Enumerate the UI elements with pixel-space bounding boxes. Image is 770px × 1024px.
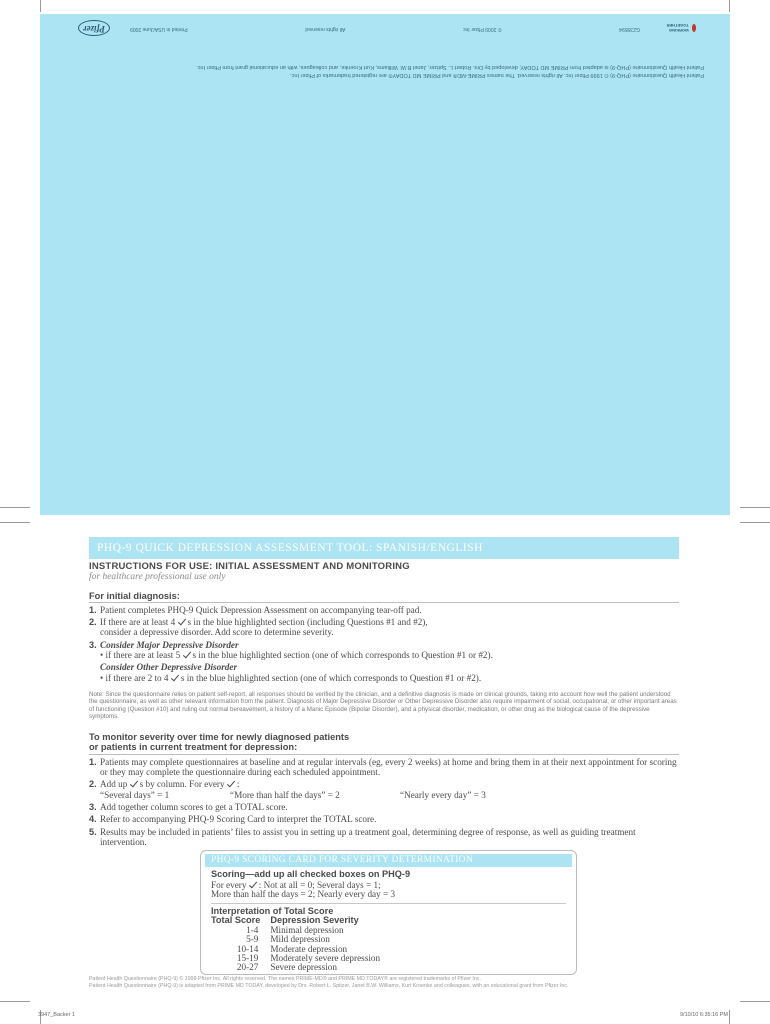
scoring-text-part: For every (211, 879, 247, 890)
checkmark-icon (250, 880, 258, 888)
table-cell: 20-27 (236, 962, 259, 973)
initial-steps (89, 605, 679, 660)
table-cell: Moderately severe depression (270, 953, 381, 963)
list-item (89, 617, 679, 638)
scoring-card-title: PHQ-9 SCORING CARD FOR SEVERITY DETERMINATION (205, 854, 572, 867)
upside-down-footer (40, 14, 730, 84)
list-item (89, 640, 679, 661)
step-text: Add together column scores to get a TOTAL score. (100, 801, 288, 812)
scoring-card (200, 850, 577, 975)
panel-code: © 2009 Pfizer Inc (463, 26, 502, 32)
table-row (211, 963, 380, 972)
crop-mark (0, 522, 30, 523)
monitor-steps (89, 757, 679, 847)
step-text (100, 617, 679, 638)
list-item (89, 779, 679, 800)
step-text-part: s in the blue highlighted section (including Questions #1 and #2), (187, 617, 428, 628)
panel-footnote-2: Patient Health Questionnaire (PHQ-9) is adapted from PRIME MD TODAY, developed by Drs. Robert L. Spitzer, Janet B.W. Williams, Kurt Kroenke, and colleagues, with an educational grant from Pfizer Inc. (196, 64, 704, 70)
step-number: 1. (89, 604, 97, 615)
score-value-nearly-every: “Nearly every day” = 3 (400, 789, 486, 800)
other-disorder-heading: Consider Other Depressive Disorder (100, 662, 238, 673)
step-text (100, 779, 679, 800)
step-text: Results may be included in patients’ files to assist you in setting up a treatment goal, determining degree of response, as well as guiding treatment intervention. (100, 826, 636, 847)
crop-mark (729, 1010, 730, 1024)
checkmark-icon (228, 779, 236, 787)
step-number: 3. (89, 801, 97, 812)
bullet-text-part: • if there are 2 to 4 (100, 672, 169, 683)
step-text: Patient completes PHQ-9 Quick Depression Assessment on accompanying tear-off pad. (100, 604, 422, 615)
step-text-part: s by column. For every (139, 779, 225, 790)
severity-table (211, 916, 380, 972)
crop-mark (740, 507, 770, 508)
step-text-part: Add up (100, 779, 128, 790)
print-slug-left: 3947_Backer 1 (38, 1012, 75, 1018)
table-cell: Minimal depression (270, 924, 344, 935)
checkmark-icon (131, 779, 139, 787)
step-number: 4. (89, 814, 97, 825)
crop-mark (740, 1001, 770, 1002)
scoring-card-body (201, 867, 576, 973)
panel-code: All rights reserved (305, 26, 346, 32)
table-cell: Mild depression (270, 934, 330, 945)
crop-mark (0, 507, 30, 508)
panel-code: Printed in USA/June 2009 (130, 26, 188, 32)
column-header: Depression Severity (270, 915, 359, 926)
panel-footnote-1: Patient Health Questionnaire (PHQ-9) © 1999 Pfizer Inc. All rights reserved. The names PRIME-MD® and PRIME MD TODAY® are registered trademarks of Pfizer Inc. (290, 72, 704, 78)
score-value-several: “Several days” = 1 (100, 789, 170, 800)
blue-panel (40, 14, 730, 515)
checkmark-icon (184, 650, 192, 658)
step-number: 5. (89, 826, 97, 837)
step-number: 2. (89, 617, 97, 628)
crop-mark (0, 1001, 30, 1002)
major-disorder-heading: Consider Major Depressive Disorder (100, 639, 239, 650)
list-item (89, 605, 679, 615)
step-number: 3. (89, 639, 97, 650)
score-value-more-than-half: “More than half the days” = 2 (230, 789, 340, 800)
instructions-heading: INSTRUCTIONS FOR USE: INITIAL ASSESSMENT AND MONITORING (89, 561, 410, 572)
partner-logo (666, 24, 696, 32)
instructions-content (89, 560, 679, 847)
scoring-line-2: More than half the days = 2; Nearly every day = 3 (211, 889, 396, 900)
scoring-heading: Scoring—add up all checked boxes on PHQ-9 (211, 869, 411, 879)
crop-mark (729, 0, 730, 12)
interpretation-heading: Interpretation of Total Score (211, 905, 334, 916)
footer-notes (89, 976, 689, 989)
step-number: 2. (89, 779, 97, 790)
list-item (89, 802, 679, 812)
scoring-text-part: : Not at all = 0; Several days = 1; (258, 879, 381, 890)
table-cell: 1-4 (246, 924, 259, 935)
step-text-part: consider a depressive disorder. Add score to determine severity. (100, 627, 334, 638)
list-item (89, 757, 679, 778)
table-cell: Severe depression (270, 962, 337, 973)
monitor-heading-1: To monitor severity over time for newly diagnosed patients (89, 732, 350, 743)
panel-code: GZ39594 (619, 26, 640, 32)
column-header: Total Score (211, 915, 261, 926)
instructions-subheading: for healthcare professional use only (89, 572, 226, 583)
step-text: Patients may complete questionnaires at baseline and at regular intervals (eg, every 2 weeks) at home and bring them in at their next appointment for scoring or they may complete the questionnaire during each scheduled appointment. (100, 756, 677, 778)
footer-line: Patient Health Questionnaire (PHQ-9) is adapted from PRIME MD TODAY, developed by Drs. Robert L. Spitzer, Janet B.W. Williams, Kurt Kroenke and colleagues, with an educational grant from Pfizer Inc. (89, 982, 569, 989)
clinical-note: Note: Since the questionnaire relies on patient self-report, all responses should be verified by the clinician, and a definitive diagnosis is made on clinical grounds, taking into account how well the patient understood the questionnaire, as well as other relevant information from the patient. Diagnosis of Major Depressive Disorder or Other Depressive Disorder also require impairment of social, occupational, or other important areas of functioning (Question #10) and ruling out normal bereavement, a history of a Manic Episode (Bipolar Disorder), and a physical disorder, medication, or other drug as the biological cause of the depressive symptoms. (89, 690, 677, 720)
monitor-heading-2: or patients in current treatment for depression: (89, 742, 679, 754)
partner-logo-text: WORKING TOGETHER (666, 23, 689, 33)
checkmark-icon (172, 673, 180, 681)
list-item (89, 827, 679, 848)
step-text: Refer to accompanying PHQ-9 Scoring Card to interpret the TOTAL score. (100, 814, 377, 825)
table-cell: 15-19 (236, 953, 259, 963)
print-slug-right: 9/10/10 6:35:16 PM (679, 1012, 728, 1018)
table-cell: 5-9 (246, 934, 259, 945)
divider (211, 903, 566, 904)
table-cell: Moderate depression (270, 943, 348, 954)
crop-mark (740, 522, 770, 523)
panel-codes (130, 26, 640, 32)
checkmark-icon (179, 617, 187, 625)
step-text-part: : (236, 779, 240, 790)
step-text (100, 640, 679, 661)
partner-logo-icon (692, 24, 696, 32)
footer-line: Patient Health Questionnaire (PHQ-9) © 1999 Pfizer Inc. All rights reserved. The names PRIME-MD® and PRIME MD TODAY® are registered trademarks of Pfizer Inc. (89, 976, 481, 982)
crop-mark (40, 0, 41, 12)
step-text-part: s in the blue highlighted section (one of which corresponds to Question #1 or #2). (192, 650, 493, 661)
bullet-text-part: s in the blue highlighted section (one of which corresponds to Question #1 or #2). (180, 672, 482, 683)
step-text-part: • if there are at least 5 (100, 650, 181, 661)
step-number: 1. (89, 756, 97, 767)
page-title: PHQ-9 QUICK DEPRESSION ASSESSMENT TOOL: SPANISH/ENGLISH (89, 537, 679, 559)
list-item (89, 814, 679, 824)
step-text-part: If there are at least 4 (100, 617, 176, 628)
initial-diagnosis-heading: For initial diagnosis: (89, 591, 679, 603)
table-cell: 10-14 (236, 943, 259, 954)
pfizer-logo: Pfizer (78, 20, 110, 36)
other-disorder-bullet (100, 673, 679, 683)
